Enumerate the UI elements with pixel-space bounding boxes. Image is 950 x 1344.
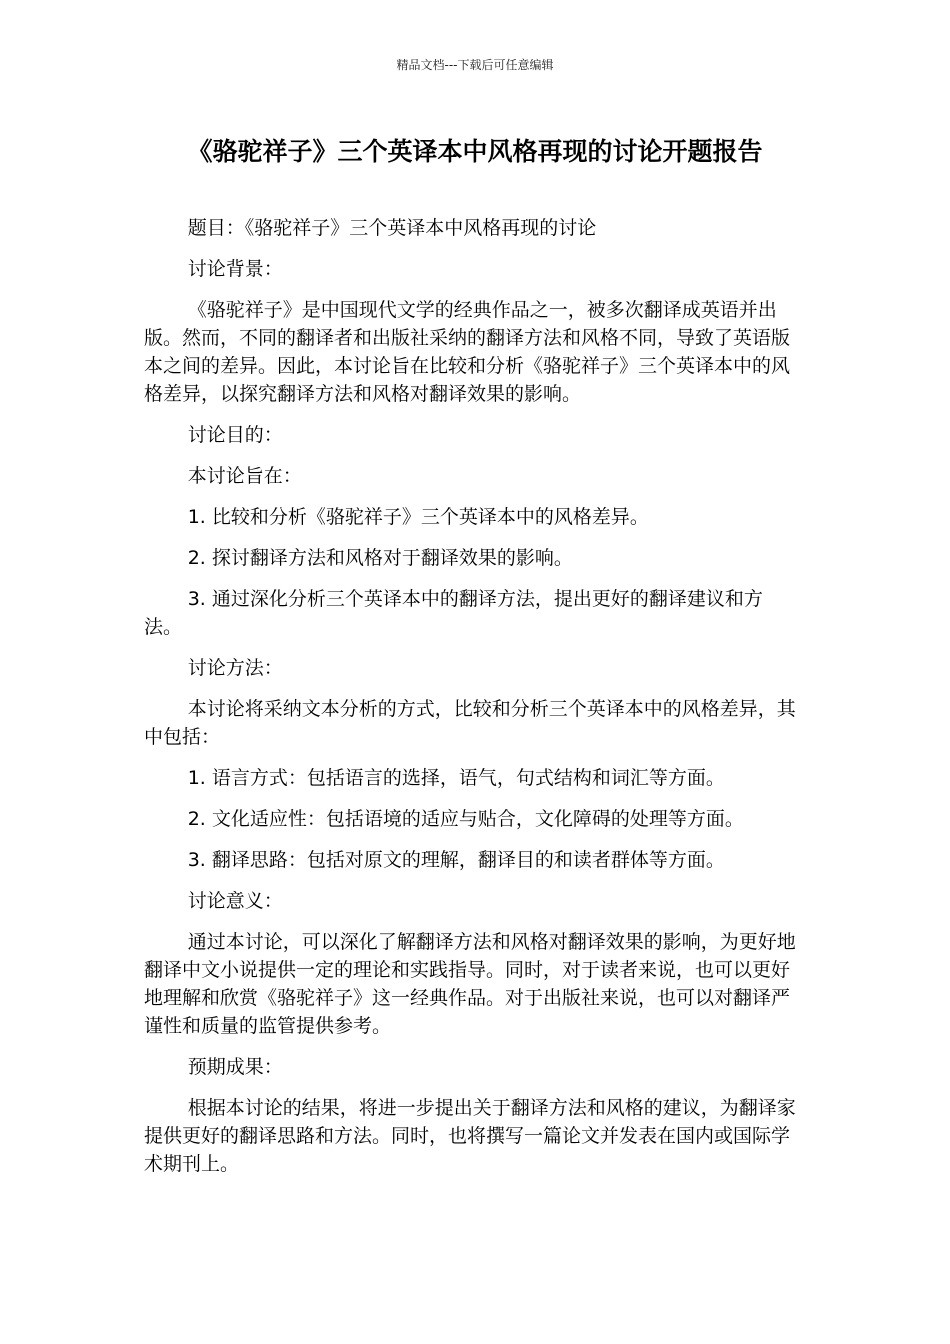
document-title: 《骆驼祥子》三个英译本中风格再现的讨论开题报告: [187, 137, 763, 166]
paragraph-topic: 题目：《骆驼祥子》三个英译本中风格再现的讨论: [187, 217, 597, 239]
paragraph-outcomes: 根据本讨论的结果，将进一步提出关于翻译方法和风格的建议，为翻译家提供更好的翻译思路和方法。同时，也将撰写一篇论文并发表在国内或国际学术期刊上。: [144, 1097, 796, 1175]
list-item-method-1: 1. 语言方式：包括语言的选择，语气，句式结构和词汇等方面。: [187, 767, 725, 789]
heading-purpose: 讨论目的：: [187, 424, 283, 446]
document-body: [144, 214, 800, 1178]
paragraph-background: 《骆驼祥子》是中国现代文学的经典作品之一，被多次翻译成英语并出版。然而，不同的翻译者和出版社采纳的翻译方法和风格不同，导致了英语版本之间的差异。因此，本讨论旨在比较和分析《骆驼祥子》三个英译本中的风格差异，以探究翻译方法和风格对翻译效果的影响。: [144, 299, 791, 405]
page-header: 精品文档---下载后可任意编辑: [396, 58, 554, 72]
list-item-method-2: 2. 文化适应性：包括语境的适应与贴合，文化障碍的处理等方面。: [187, 808, 744, 830]
heading-outcomes: 预期成果：: [187, 1056, 283, 1078]
list-item-purpose-1: 1. 比较和分析《骆驼祥子》三个英译本中的风格差异。: [187, 506, 649, 528]
paragraph-method: 本讨论将采纳文本分析的方式，比较和分析三个英译本中的风格差异，其中包括：: [144, 698, 796, 748]
heading-significance: 讨论意义：: [187, 890, 283, 912]
paragraph-purpose-intro: 本讨论旨在：: [187, 465, 302, 487]
list-item-method-3: 3. 翻译思路：包括对原文的理解，翻译目的和读者群体等方面。: [187, 849, 725, 871]
list-item-purpose-2: 2. 探讨翻译方法和风格对于翻译效果的影响。: [187, 547, 573, 569]
heading-background: 讨论背景：: [187, 258, 283, 280]
paragraph-significance: 通过本讨论，可以深化了解翻译方法和风格对翻译效果的影响，为更好地翻译中文小说提供一定的理论和实践指导。同时，对于读者来说，也可以更好地理解和欣赏《骆驼祥子》这一经典作品。对于出版社来说，也可以对翻译严谨性和质量的监管提供参考。: [144, 931, 796, 1037]
heading-method: 讨论方法：: [187, 657, 283, 679]
list-item-purpose-3: 3. 通过深化分析三个英译本中的翻译方法，提出更好的翻译建议和方法。: [144, 588, 763, 638]
